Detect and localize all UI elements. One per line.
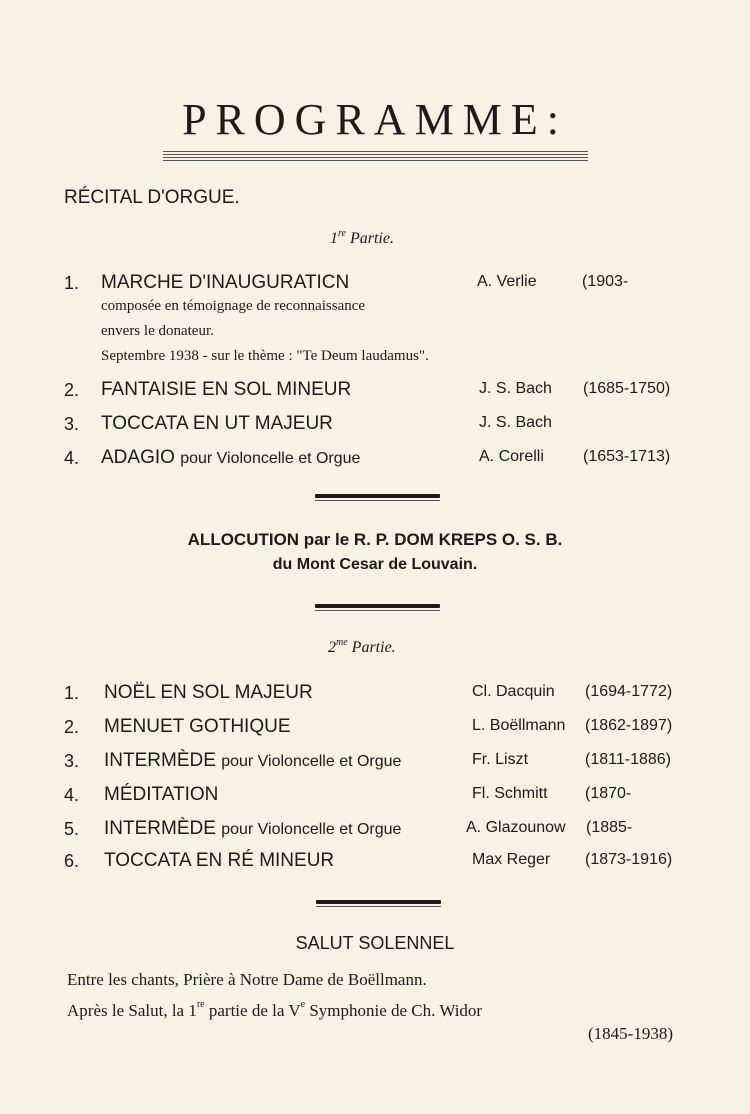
item-number: 4. [64,785,80,805]
piece-title: MARCHE D'INAUGURATICN [101,272,350,293]
part2-heading-num: 2 [328,639,336,656]
salut-heading: SALUT SOLENNEL [295,933,455,953]
piece-title-suffix: pour Violoncelle et Orgue [221,821,402,838]
piece-title: TOCCATA EN UT MAJEUR [101,413,333,434]
salut-line [67,1001,482,1021]
section-divider [316,900,441,904]
composer: L. Boëllmann [472,717,566,734]
item-number: 3. [64,414,80,434]
item-number: 5. [64,819,80,839]
dates: (1862-1897) [585,717,673,734]
piece-title: TOCCATA EN RÉ MINEUR [104,850,335,871]
salut-sup: re [196,999,205,1010]
item-number: 4. [64,448,80,468]
dates: (1653-1713) [583,448,671,465]
item-number: 1. [64,683,80,703]
recital-heading: RÉCITAL D'ORGUE. [64,187,240,208]
dates: (1685-1750) [583,380,671,397]
piece-title: FANTAISIE EN SOL MINEUR [101,379,352,400]
part2-heading [328,639,396,657]
part2-heading-sup: me [336,637,348,648]
part2-heading-word: Partie. [351,639,396,656]
section-divider [315,494,440,498]
piece-title: MÉDITATION [104,784,219,805]
dates: (1903- [582,273,629,290]
salut-line-part: partie de la V [204,1001,301,1020]
salut-line-part: Symphonie de Ch. Widor [305,1001,483,1020]
item-number: 3. [64,751,80,771]
composer: J. S. Bach [479,380,552,397]
composer: J. S. Bach [479,414,552,431]
dates: (1885- [586,819,633,836]
item-number: 1. [64,273,80,293]
note-line: envers le donateur. [101,323,214,339]
piece-title-suffix: pour Violoncelle et Orgue [180,450,361,467]
dates: (1870- [585,785,632,802]
dates: (1811-1886) [585,751,671,768]
piece-title [101,447,360,469]
page-title: PROGRAMME: [182,95,568,144]
part1-heading [330,230,394,248]
piece-title: MENUET GOTHIQUE [104,716,291,737]
widor-dates: (1845-1938) [588,1024,673,1043]
composer: Fr. Liszt [472,751,529,768]
title-rule [163,157,588,161]
salut-line: Entre les chants, Prière à Notre Dame de Boëllmann. [67,970,427,989]
allocution-line: ALLOCUTION par le R. P. DOM KREPS O. S. B. [187,530,563,549]
dates: (1694-1772) [585,683,673,700]
composer: A. Glazounow [466,819,566,836]
part1-heading-sup: re [338,228,346,239]
item-number: 2. [64,380,80,400]
piece-title: NOËL EN SOL MAJEUR [104,682,313,703]
piece-title [104,818,401,840]
allocution-line: du Mont Cesar de Louvain. [272,556,478,573]
note-line: Septembre 1938 - sur le thème : "Te Deum laudamus". [101,348,429,364]
salut-line-part: Après le Salut, la 1 [67,1001,197,1020]
section-divider [315,604,440,608]
part1-heading-num: 1 [330,230,338,247]
composer: Max Reger [472,851,551,868]
piece-title-main: ADAGIO [101,447,175,468]
note-line: composée en témoignage de reconnaissance [101,298,366,314]
title-rule [163,151,588,155]
part1-heading-word: Partie. [349,230,394,247]
composer: A. Verlie [477,273,537,290]
piece-title-suffix: pour Violoncelle et Orgue [221,753,402,770]
piece-title-main: INTERMÈDE [104,818,216,839]
dates: (1873-1916) [585,851,673,868]
item-number: 2. [64,717,80,737]
composer: Fl. Schmitt [472,785,548,802]
piece-title-main: INTERMÈDE [104,750,216,771]
item-number: 6. [64,851,80,871]
composer: Cl. Dacquin [472,683,555,700]
salut-sup: e [300,999,306,1010]
piece-title [104,750,401,772]
composer: A. Corelli [479,448,544,465]
